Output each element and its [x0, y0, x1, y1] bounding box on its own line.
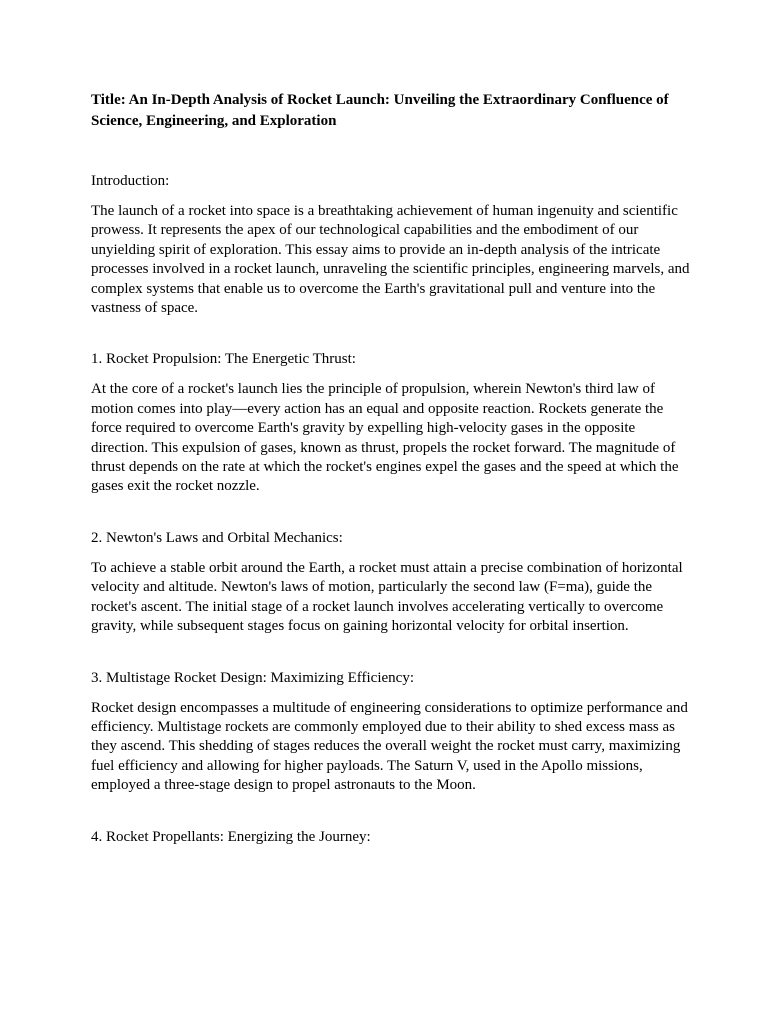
section-heading-2: 2. Newton's Laws and Orbital Mechanics: — [91, 529, 343, 546]
section-paragraph-1: At the core of a rocket's launch lies the principle of propulsion, wherein Newton's third law of motion comes into play—every action has an equal and opposite reaction. Rockets generate the force required to overcome Earth's gravity by expelling high-velocity gases in the opposite direction. This expulsion of gases, known as thrust, propels the rocket forward. The magnitude of thrust depends on the rate at which the rocket's engines expel the gases and the speed at which the gases exit the rocket nozzle. — [91, 381, 679, 495]
introduction-heading: Introduction: — [91, 173, 170, 189]
section-2 — [91, 559, 691, 637]
section-1 — [91, 380, 691, 496]
section-heading-1: 1. Rocket Propulsion: The Energetic Thrust: — [91, 351, 356, 368]
section-heading-3: 3. Multistage Rocket Design: Maximizing Efficiency: — [91, 669, 414, 686]
section-paragraph-2: To achieve a stable orbit around the Earth, a rocket must attain a precise combination of horizontal velocity and altitude. Newton's laws of motion, particularly the second law (F=ma), guide the rocket's ascent. The initial stage of a rocket launch involves accelerating vertically to overcome gravity, while subsequent stages focus on gaining horizontal velocity for orbital insertion. — [91, 559, 683, 635]
section-paragraph-3: Rocket design encompasses a multitude of engineering considerations to optimize performance and efficiency. Multistage rockets are commonly employed due to their ability to shed excess mass as they ascend. This shedding of stages reduces the overall weight the rocket must carry, maximizing fuel efficiency and allowing for higher payloads. The Saturn V, used in the Apollo missions, employed a three-stage design to propel astronauts to the Moon. — [91, 699, 688, 794]
document-page — [91, 90, 691, 858]
introduction-section — [91, 202, 691, 318]
document-title: Title: An In-Depth Analysis of Rocket Launch: Unveiling the Extraordinary Confluence of Science, Engineering, and Exploration — [91, 92, 669, 129]
introduction-paragraph: The launch of a rocket into space is a breathtaking achievement of human ingenuity and scientific prowess. It represents the apex of our technological capabilities and the embodiment of our unyielding spirit of exploration. This essay aims to provide an in-depth analysis of the intricate processes involved in a rocket launch, unraveling the scientific principles, engineering marvels, and complex systems that enable us to overcome the Earth's gravitational pull and venture into the vastness of space. — [91, 203, 690, 317]
section-3 — [91, 699, 691, 796]
section-heading-4: 4. Rocket Propellants: Energizing the Journey: — [91, 828, 371, 845]
